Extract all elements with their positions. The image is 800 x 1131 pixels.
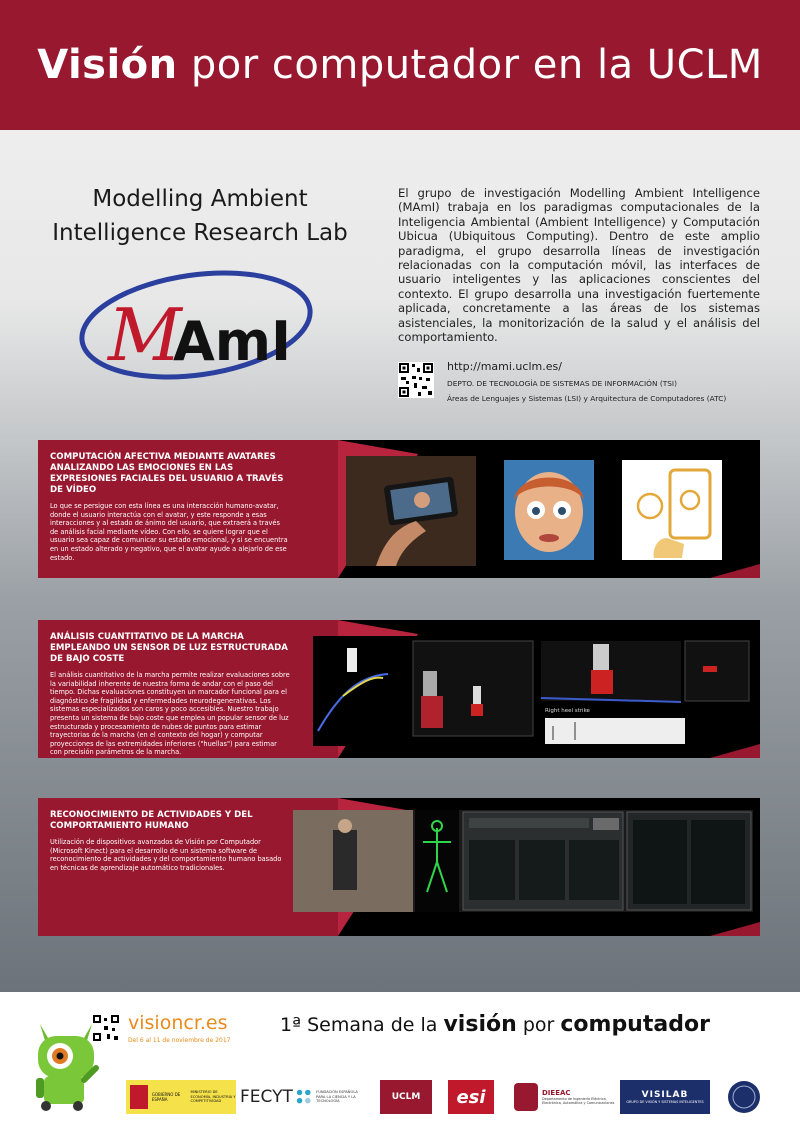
fecyt-subtitle: FUNDACIÓN ESPAÑOLA PARA LA CIENCIA Y LA TECNOLOGÍA bbox=[316, 1090, 358, 1104]
panel-activity-recognition bbox=[38, 798, 760, 936]
panel-title: RECONOCIMIENTO DE ACTIVIDADES Y DEL COMPORTAMIENTO HUMANO bbox=[50, 810, 253, 831]
title-bold: Visión bbox=[37, 42, 178, 88]
event-site[interactable]: visioncr.es bbox=[128, 1012, 228, 1034]
logo-esi bbox=[448, 1080, 494, 1114]
svg-text:AmI: AmI bbox=[173, 310, 292, 373]
contact-info bbox=[447, 360, 787, 409]
week-prefix: 1ª Semana de la bbox=[280, 1014, 438, 1036]
logo-uclm bbox=[380, 1080, 432, 1114]
gait-visualizations bbox=[313, 636, 753, 746]
panel-text bbox=[50, 632, 290, 757]
logo-dieeac bbox=[514, 1080, 624, 1114]
panel-body: Lo que se persigue con esta línea es una interacción humano-avatar, donde el usuario interactúa con el avatar, y este responde a esas interacciones y al estado de ánimo del usuario, que extraerá a través de análisis facial mediante vídeo. Con ello, se quiere lograr que el usuario sea capaz de comunicar su estado emocional, y si se encuentra en un estado alterado y negativo, que el avatar ayude a alejarlo de ese estado. bbox=[50, 502, 288, 562]
page-header bbox=[0, 0, 800, 130]
logo-ministerio-text: MINISTERIO DE ECONOMÍA, INDUSTRIA Y COMPETITIVIDAD bbox=[190, 1090, 236, 1104]
lab-title-line1: Modelling Ambient bbox=[92, 186, 308, 212]
right-heel-strike-label: Right heel strike bbox=[545, 708, 590, 714]
panel-title: ANÁLISIS CUANTITATIVO DE LA MARCHA EMPLEANDO UN SENSOR DE LUZ ESTRUCTURADA DE BAJO COSTE bbox=[50, 632, 288, 664]
emotion-phone-icon bbox=[622, 460, 722, 560]
event-dates: Del 6 al 11 de noviembre de 2017 bbox=[128, 1037, 231, 1044]
title-rest: por computador en la UCLM bbox=[190, 42, 763, 88]
logo-visilab bbox=[620, 1080, 710, 1114]
avatar-face bbox=[504, 460, 594, 560]
lab-title-line2: Intelligence Research Lab bbox=[52, 220, 348, 246]
page-title bbox=[37, 42, 763, 88]
panel-text bbox=[50, 810, 290, 872]
uclm-label: UCLM bbox=[391, 1092, 421, 1102]
visilab-subtitle: GRUPO DE VISIÓN Y SISTEMAS INTELIGENTES bbox=[626, 1100, 704, 1104]
lab-url[interactable]: http://mami.uclm.es/ bbox=[447, 360, 562, 373]
panel-body: Utilización de dispositivos avanzados de Visión por Computador (Microsoft Kinect) para el desarrollo de un sistema software de reconocimiento de actividades y del comportamiento humano basado en técnicas de aprendizaje automático tradicionales. bbox=[50, 838, 282, 872]
esi-label: esi bbox=[456, 1086, 486, 1108]
week-bold-vision: visión bbox=[443, 1012, 517, 1037]
lab-description: El grupo de investigación Modelling Ambient Intelligence (MAmI) trabaja en los paradigmas computacionales de la Inteligencia Ambiental (Ambient Intelligence) y Computación Ubicua (Ubiquitous Computing). Dentro de este amplio paradigma, el grupo desarrolla líneas de investigación relacionadas con la computación móvil, las interfaces de usuario inteligentes y las aplicaciones conscientes del contexto. El grupo desarrolla una investigación fuertemente aplicada, concretamente a las áreas de los sistemas asistenciales, la monitorización de la salud y el análisis del comportamiento. bbox=[398, 186, 760, 345]
lab-title bbox=[30, 182, 370, 250]
panel-body: El análisis cuantitativo de la marcha permite realizar evaluaciones sobre la variabilidad inherente de nuestra forma de andar con el paso del tiempo. Dichas evaluaciones constituyen un marcador funcional para el diagnóstico de fragilidad y enfermedades neurodegenerativas. Los sistemas especializados son caros y poco accesibles. Nuestro trabajo presenta un sistema de bajo coste que emplea un popular sensor de luz estructurada y procesamiento de nubes de puntos para estimar trayectorias de la marcha (en el contexto del hogar) y computar proyecciones de las extremidades inferiores ("huellas") para estimar con precisión parámetros de la marcha. bbox=[50, 671, 290, 757]
logo-university-seal bbox=[726, 1080, 762, 1114]
footer-qr-code bbox=[92, 1014, 120, 1042]
dieeac-label: DIEEAC bbox=[542, 1088, 571, 1097]
week-mid: por bbox=[522, 1014, 555, 1036]
panel-affective-computing bbox=[38, 440, 760, 578]
dieeac-subtitle: Departamento de Ingeniería Eléctrica, Electrónica, Automática y Comunicaciones bbox=[542, 1096, 615, 1105]
fecyt-label: FECYT bbox=[240, 1087, 293, 1107]
panel-text bbox=[50, 452, 290, 562]
visilab-label: VISILAB bbox=[641, 1090, 689, 1100]
mami-logo bbox=[78, 265, 323, 395]
logo-gobierno-text: GOBIERNO DE ESPAÑA bbox=[151, 1092, 181, 1102]
logo-fecyt bbox=[240, 1080, 360, 1114]
lab-department: DEPTO. DE TECNOLOGÍA DE SISTEMAS DE INFORMACIÓN (TSI) bbox=[447, 379, 677, 388]
tablet-photo bbox=[346, 456, 476, 566]
qr-code bbox=[398, 362, 434, 398]
panel-corner bbox=[670, 744, 760, 758]
panel-title: COMPUTACIÓN AFECTIVA MEDIANTE AVATARES ANALIZANDO LAS EMOCIONES EN LAS EXPRESIONES FACIALES DEL USUARIO A TRAVÉS DE VÍDEO bbox=[50, 452, 284, 495]
sponsor-logos bbox=[126, 1080, 786, 1114]
week-bold-computador: computador bbox=[560, 1012, 710, 1037]
logo-ministerio bbox=[126, 1080, 236, 1114]
panel-gait-analysis bbox=[38, 620, 760, 758]
panel-corner bbox=[670, 564, 760, 578]
lab-areas: Áreas de Lenguajes y Sistemas (LSI) y Arquitectura de Computadores (ATC) bbox=[447, 394, 727, 403]
panel-corner bbox=[670, 922, 760, 936]
fecyt-dots-icon bbox=[295, 1087, 313, 1107]
activity-screens bbox=[293, 810, 753, 912]
svg-text:M: M bbox=[108, 293, 182, 377]
event-week-title bbox=[280, 1012, 710, 1037]
